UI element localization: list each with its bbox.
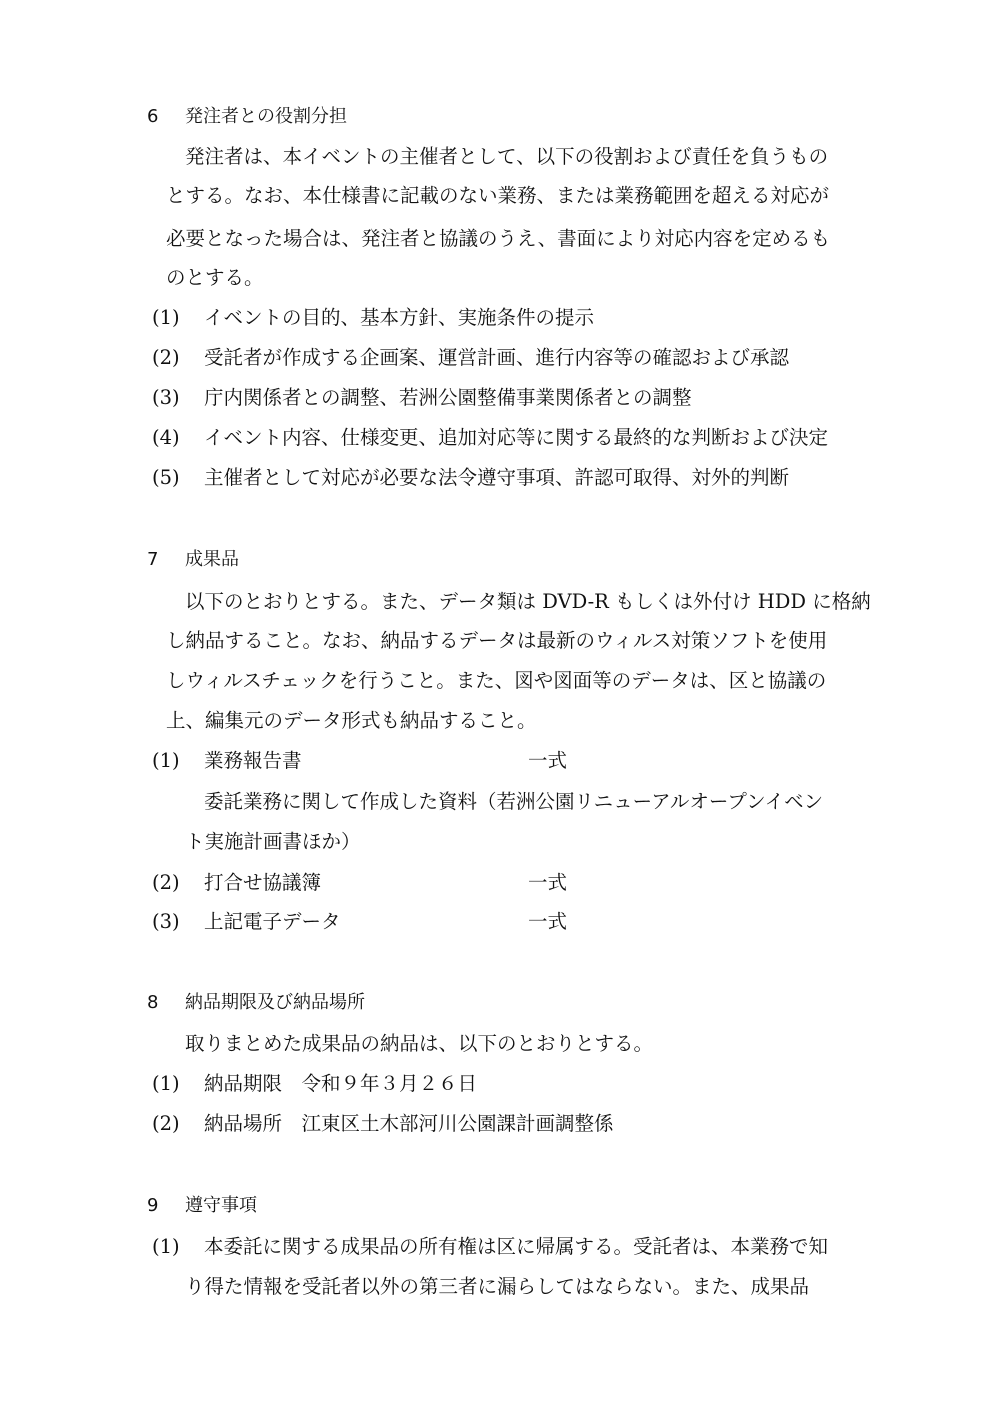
item-text: 納品期限 令和９年３月２６日 <box>204 1072 478 1095</box>
section-number: 9 <box>147 1195 159 1216</box>
item-text: イベント内容、仕様変更、追加対応等に関する最終的な判断および決定 <box>204 426 829 449</box>
item-quantity: 一式 <box>528 749 568 772</box>
item-number: (1) <box>152 1235 180 1258</box>
item-text: イベントの目的、基本方針、実施条件の提示 <box>204 306 595 329</box>
section-title: 成果品 <box>185 549 239 570</box>
item-text: 業務報告書 <box>204 749 302 772</box>
item-quantity: 一式 <box>528 910 568 933</box>
section-number: 7 <box>147 549 159 570</box>
section-title: 納品期限及び納品場所 <box>185 992 365 1013</box>
item-text: 主催者として対応が必要な法令遵守事項、許認可取得、対外的判断 <box>204 466 790 489</box>
item-text: 納品場所 江東区土木部河川公園課計画調整係 <box>204 1112 614 1135</box>
section-title: 発注者との役割分担 <box>185 106 347 127</box>
item-number: (1) <box>152 749 180 772</box>
item-number: (2) <box>152 871 180 894</box>
item-number: (2) <box>152 346 180 369</box>
item-text: 本委託に関する成果品の所有権は区に帰属する。受託者は、本業務で知 <box>204 1235 829 1258</box>
paragraph-line: 取りまとめた成果品の納品は、以下のとおりとする。 <box>185 1032 654 1055</box>
note-line: ト実施計画書ほか） <box>185 830 361 853</box>
paragraph-line: 必要となった場合は、発注者と協議のうえ、書面により対応内容を定めるも <box>166 227 831 250</box>
item-number: (1) <box>152 1072 180 1095</box>
item-text: 庁内関係者との調整、若洲公園整備事業関係者との調整 <box>204 386 692 409</box>
paragraph-line: のとする。 <box>166 266 264 289</box>
paragraph-line: とする。なお、本仕様書に記載のない業務、または業務範囲を超える対応が <box>166 184 830 207</box>
paragraph-line: 発注者は、本イベントの主催者として、以下の役割および責任を負うもの <box>185 145 829 168</box>
note-line: 委託業務に関して作成した資料（若洲公園リニューアルオープンイベン <box>204 790 824 813</box>
section-number: 8 <box>147 992 159 1013</box>
item-number: (4) <box>152 426 180 449</box>
item-quantity: 一式 <box>528 871 568 894</box>
item-text: 上記電子データ <box>204 910 341 933</box>
item-number: (3) <box>152 910 180 933</box>
paragraph-line: 以下のとおりとする。また、データ類は DVD-R もしくは外付け HDD に格納 <box>185 590 871 613</box>
item-number: (1) <box>152 306 180 329</box>
item-number: (3) <box>152 386 180 409</box>
paragraph-line: し納品すること。なお、納品するデータは最新のウィルス対策ソフトを使用 <box>166 629 828 652</box>
section-number: 6 <box>147 106 159 127</box>
item-continuation-line: り得た情報を受託者以外の第三者に漏らしてはならない。また、成果品 <box>185 1275 810 1298</box>
item-text: 受託者が作成する企画案、運営計画、進行内容等の確認および承認 <box>204 346 790 369</box>
item-number: (2) <box>152 1112 180 1135</box>
paragraph-line: しウィルスチェックを行うこと。また、図や図面等のデータは、区と協議の <box>166 669 827 692</box>
section-title: 遵守事項 <box>185 1195 257 1216</box>
item-text: 打合せ協議簿 <box>204 871 322 894</box>
paragraph-line: 上、編集元のデータ形式も納品すること。 <box>166 709 537 732</box>
item-number: (5) <box>152 466 180 489</box>
